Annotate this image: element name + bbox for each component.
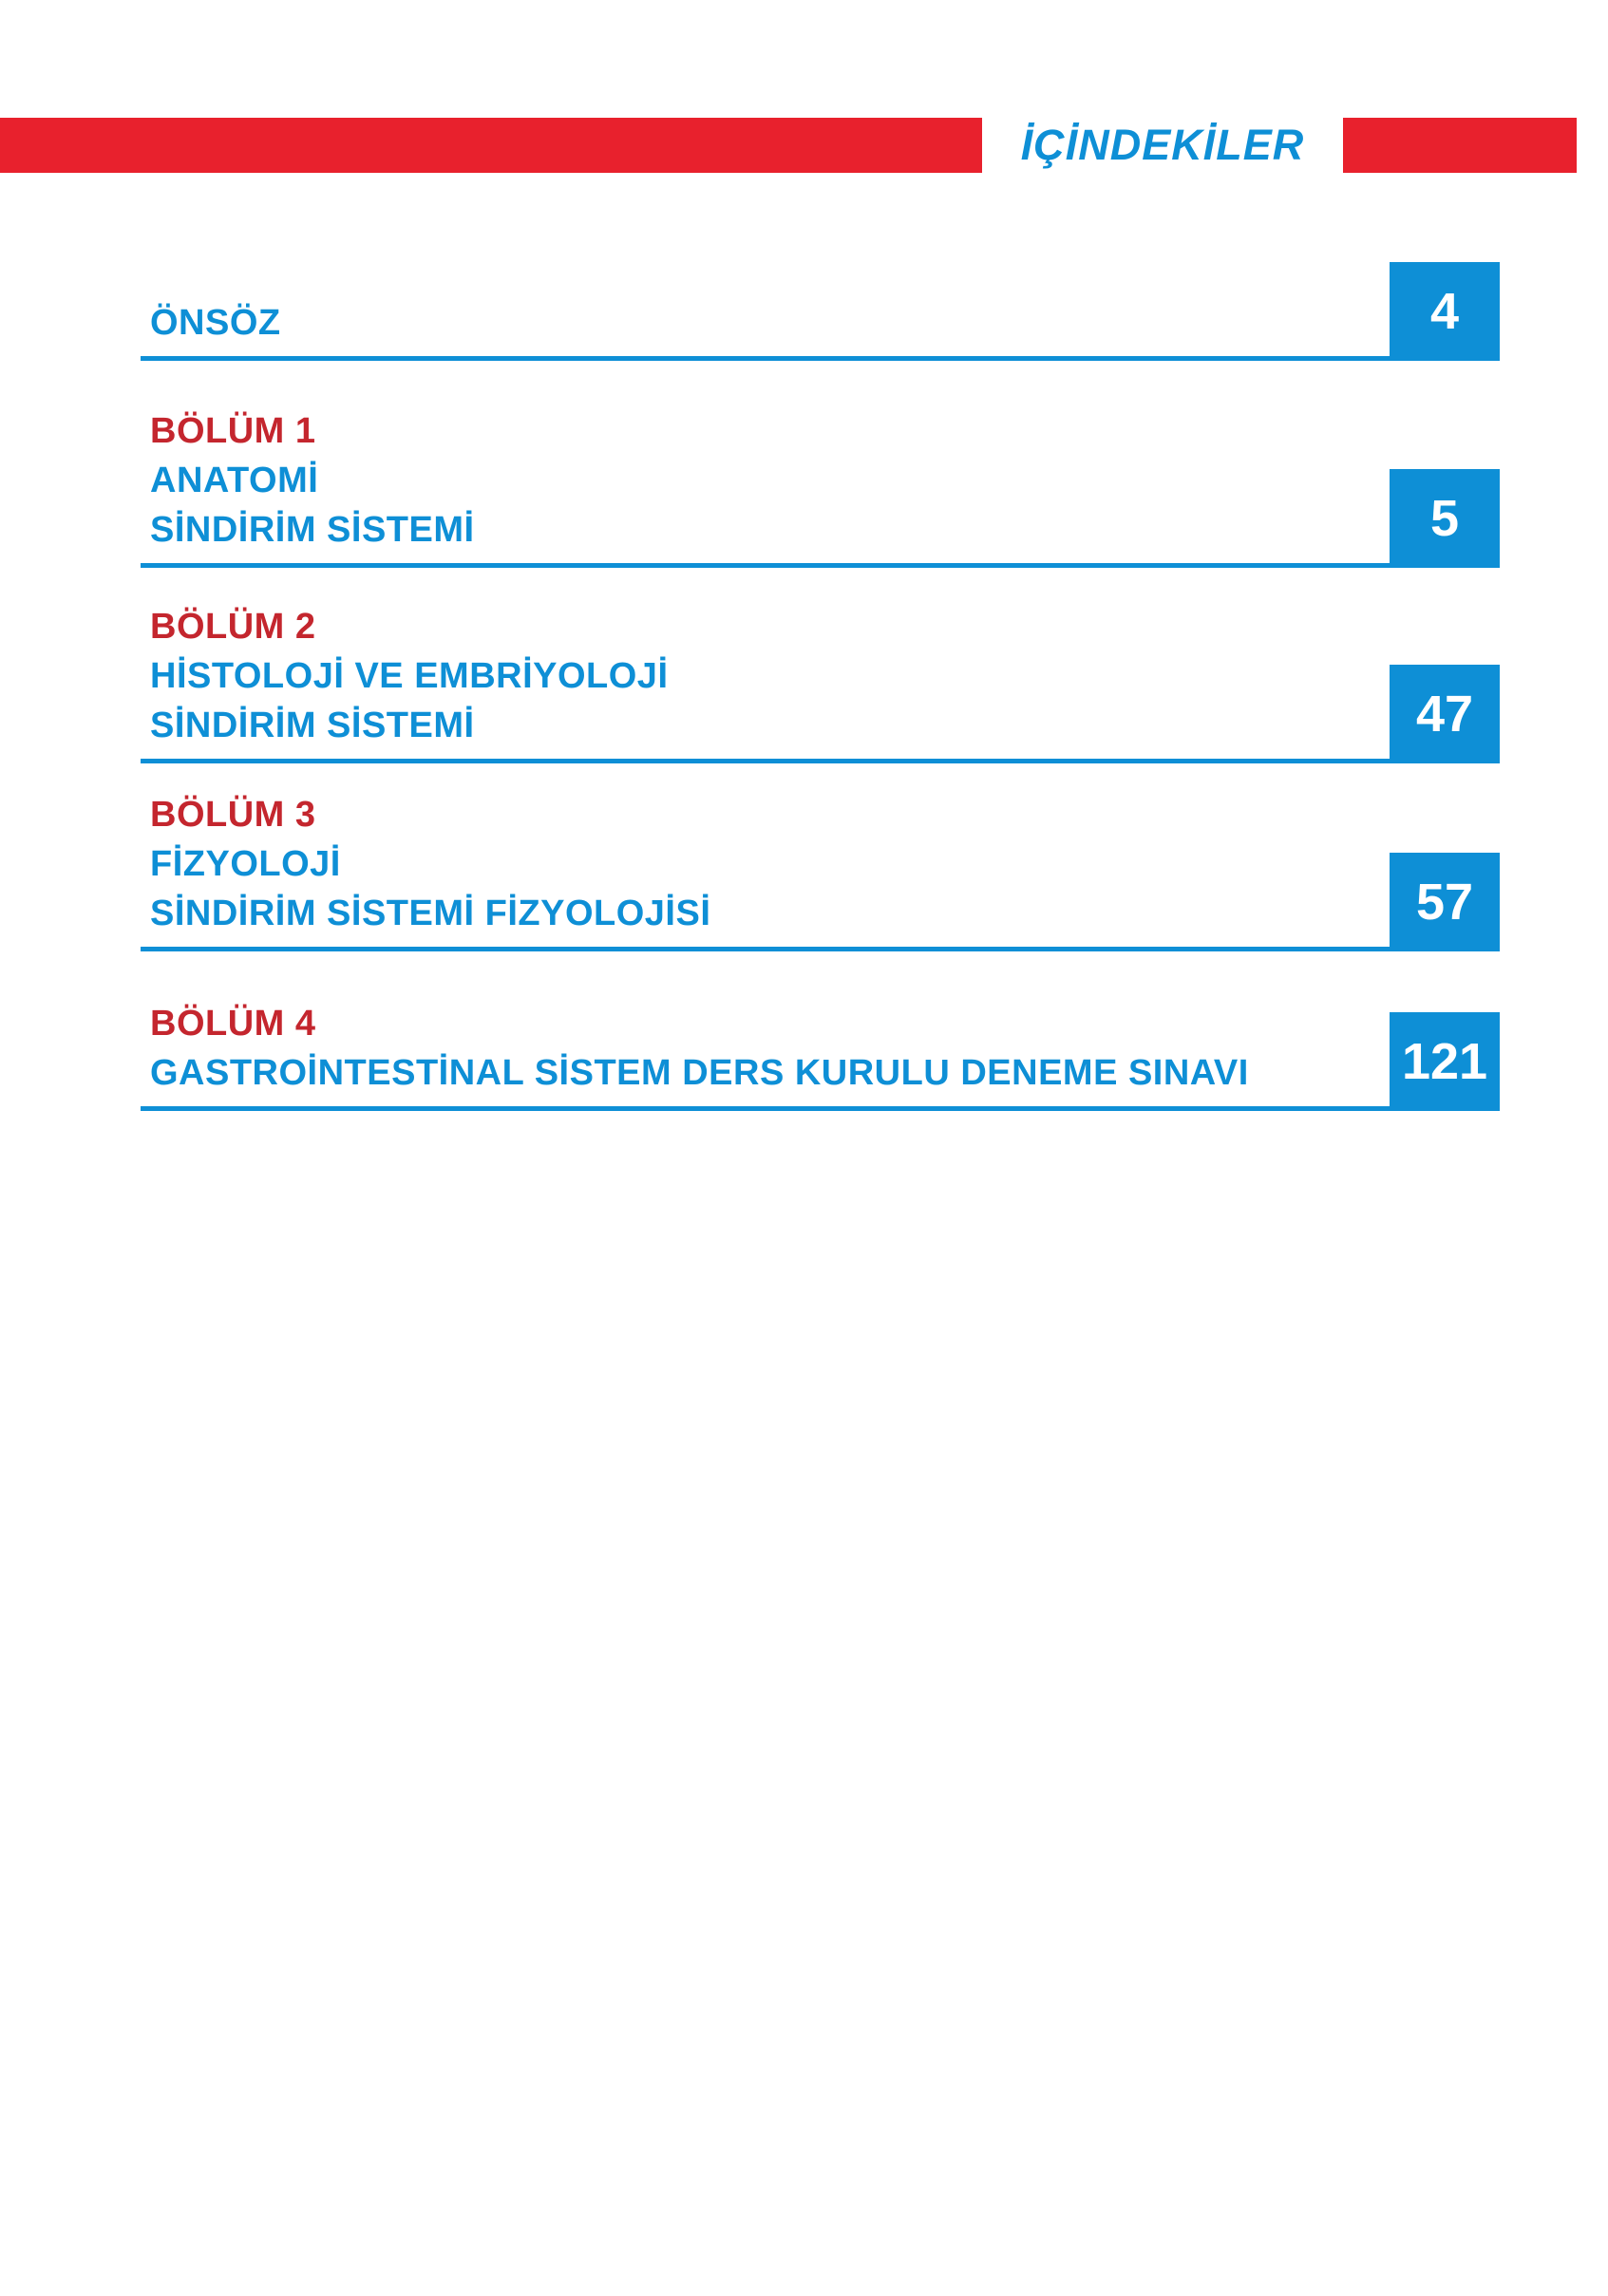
chapter-label: BÖLÜM 3 [150,795,316,835]
page-number-box: 4 [1390,262,1500,361]
toc-entry-chapter-1[interactable] [141,399,1500,568]
page-number-box: 57 [1390,853,1500,951]
entry-text [150,790,710,938]
entry-text [150,602,669,750]
chapter-label: BÖLÜM 4 [150,1004,316,1044]
entry-subheading: SİNDİRİM SİSTEMİ FİZYOLOJİSİ [150,894,711,933]
page-number-box: 121 [1390,1012,1500,1111]
entry-divider [141,947,1500,951]
entry-subheading: SİNDİRİM SİSTEMİ [150,706,475,745]
chapter-label: BÖLÜM 1 [150,411,316,451]
chapter-label: BÖLÜM 2 [150,607,316,647]
entry-heading: HİSTOLOJİ VE EMBRİYOLOJİ [150,656,669,696]
entry-divider [141,563,1500,568]
entry-heading: GASTROİNTESTİNAL SİSTEM DERS KURULU DENEME SINAVI [150,1053,1249,1093]
entry-text [150,999,1249,1098]
toc-entry-preface[interactable] [141,260,1500,361]
page-title: İÇİNDEKİLER [1020,121,1305,169]
header-band-right [1343,118,1577,173]
toc-entry-chapter-3[interactable] [141,782,1500,951]
page-number-box: 5 [1390,469,1500,568]
entry-divider [141,356,1500,361]
entry-divider [141,1106,1500,1111]
entry-divider [141,759,1500,763]
entry-text [150,298,281,348]
toc-entry-chapter-2[interactable] [141,594,1500,763]
toc-entry-chapter-4[interactable] [141,984,1500,1111]
entry-heading: FİZYOLOJİ [150,844,341,884]
entry-subheading: SİNDİRİM SİSTEMİ [150,510,475,550]
entry-text [150,406,475,555]
entry-heading: ÖNSÖZ [150,303,281,343]
entry-heading: ANATOMİ [150,461,319,500]
header-band-left [0,118,982,173]
page-number-box: 47 [1390,665,1500,763]
